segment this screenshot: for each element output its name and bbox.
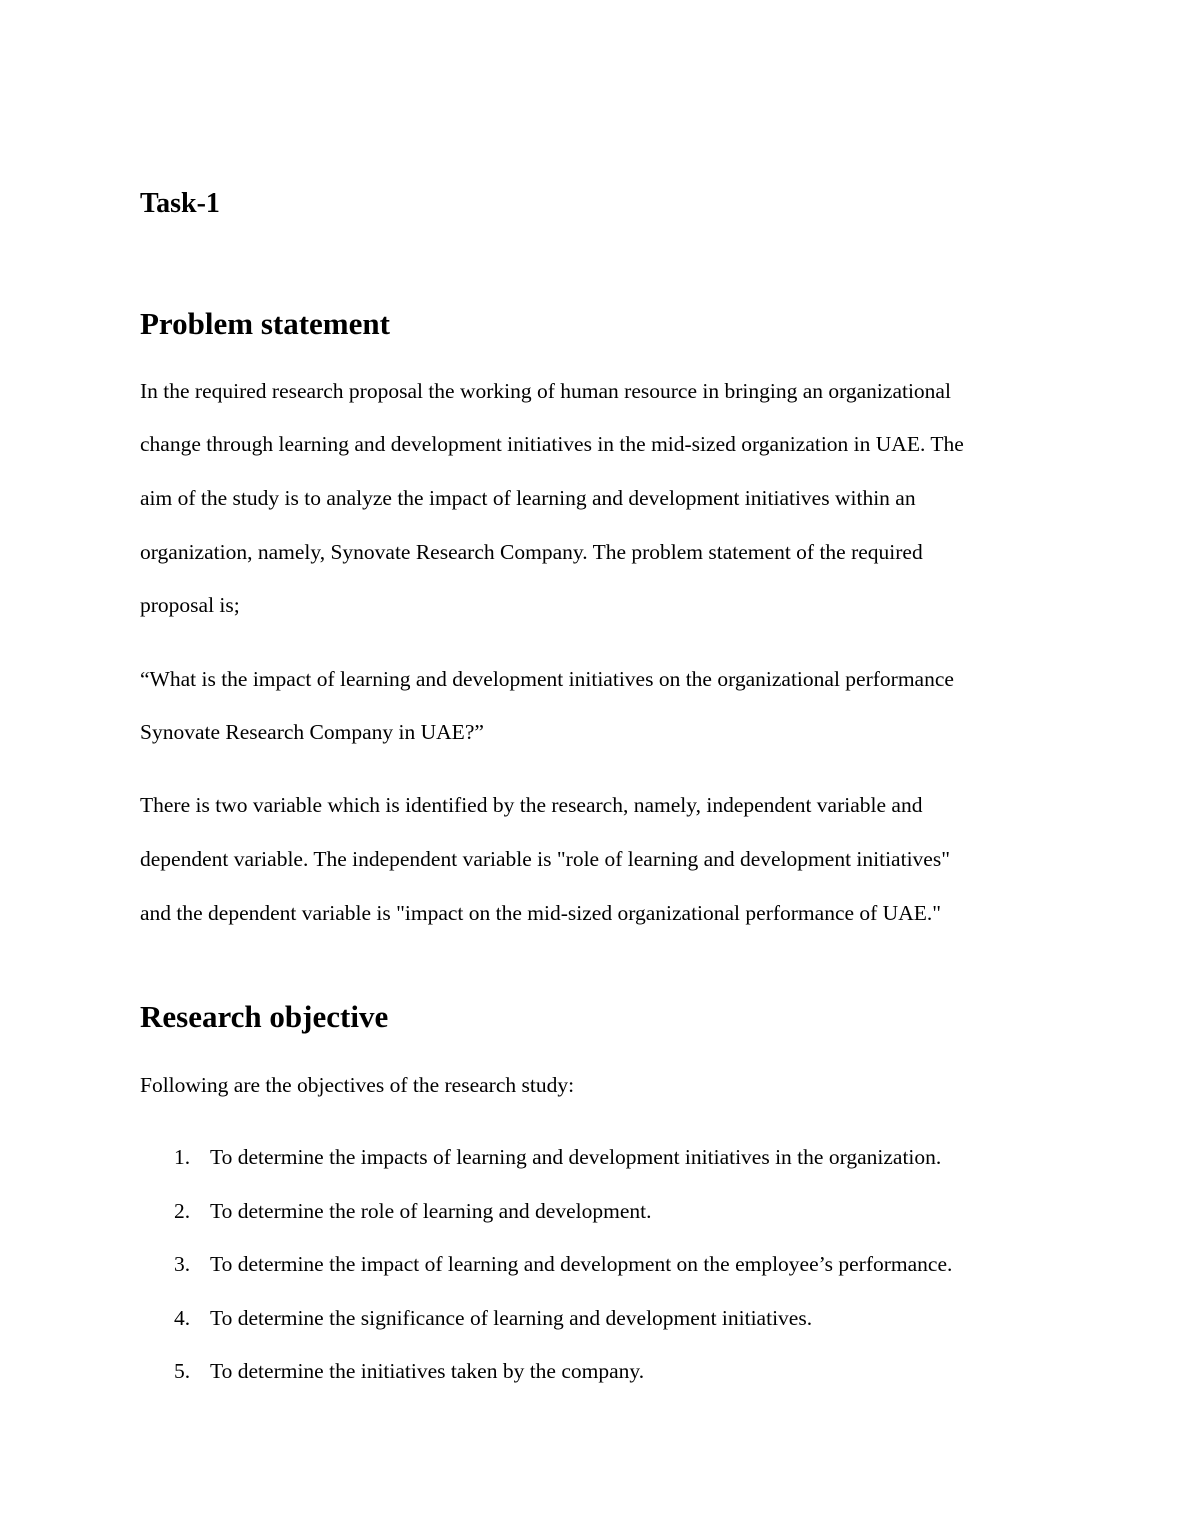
list-item-text: To determine the impact of learning and development on the employee’s performance. — [210, 1252, 953, 1277]
list-item-number: 1. — [174, 1145, 191, 1169]
problem-statement-heading: Problem statement — [140, 306, 390, 341]
objectives-list — [140, 1142, 1060, 1410]
list-item-text: To determine the role of learning and development. — [210, 1198, 652, 1223]
problem-paragraph-line: change through learning and development initiatives in the mid-sized organization in UAE. The — [140, 432, 964, 456]
research-question-line: “What is the impact of learning and development initiatives on the organizational performance — [140, 667, 954, 691]
list-item-number: 5. — [174, 1359, 191, 1384]
variables-paragraph-line: dependent variable. The independent variable is "role of learning and development initiatives" — [140, 847, 950, 871]
problem-paragraph-line: aim of the study is to analyze the impact of learning and development initiatives within an — [140, 486, 916, 510]
research-objective-heading: Research objective — [140, 999, 389, 1034]
list-item-text: To determine the impacts of learning and development initiatives in the organization. — [210, 1145, 942, 1169]
list-item-text: To determine the initiatives taken by the company. — [210, 1359, 645, 1384]
problem-paragraph-line: proposal is; — [140, 593, 240, 617]
task-heading: Task-1 — [140, 188, 220, 219]
list-item-text: To determine the significance of learning and development initiatives. — [210, 1305, 813, 1330]
variables-paragraph-line: and the dependent variable is "impact on the mid-sized organizational performance of UAE." — [140, 901, 942, 925]
research-question-line: Synovate Research Company in UAE?” — [140, 720, 484, 744]
list-item — [140, 1196, 1060, 1250]
problem-paragraph-line: organization, namely, Synovate Research Company. The problem statement of the required — [140, 540, 923, 564]
objectives-intro: Following are the objectives of the research study: — [140, 1073, 575, 1097]
list-item — [140, 1249, 1060, 1303]
list-item-number: 4. — [174, 1305, 191, 1330]
list-item-number: 2. — [174, 1198, 191, 1223]
list-item — [140, 1303, 1060, 1357]
variables-paragraph-line: There is two variable which is identified by the research, namely, independent variable and — [140, 793, 923, 817]
problem-paragraph-line: In the required research proposal the working of human resource in bringing an organizational — [140, 379, 951, 403]
list-item-number: 3. — [174, 1252, 191, 1277]
list-item — [140, 1142, 1060, 1196]
list-item — [140, 1356, 1060, 1410]
